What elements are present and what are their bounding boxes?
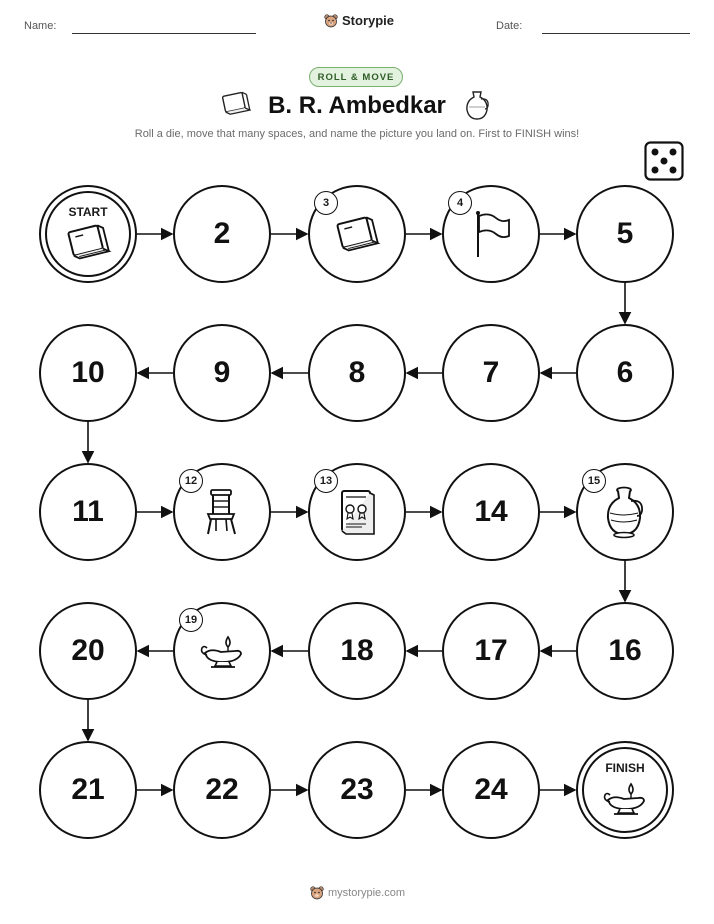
board-space-18[interactable]: [308, 602, 406, 700]
board-space-3[interactable]: [308, 185, 406, 283]
space-number: 17: [474, 634, 508, 667]
space-number-badge: 3: [314, 191, 338, 215]
space-number: 14: [474, 495, 508, 528]
chair-icon: [202, 487, 242, 537]
instructions-text: Roll a die, move that many spaces, and name the picture you land on. First to FINISH wins!: [134, 128, 580, 140]
space-number: 7: [482, 356, 500, 389]
board-space-17[interactable]: [442, 602, 540, 700]
space-number: 9: [213, 356, 231, 389]
certificate-book-icon: [334, 487, 380, 537]
board-space-14[interactable]: [442, 463, 540, 561]
space-number: 5: [616, 217, 634, 250]
space-number: 6: [616, 356, 634, 389]
space-number: 16: [608, 634, 642, 667]
board-space-7[interactable]: [442, 324, 540, 422]
book-icon: [332, 211, 382, 257]
space-number: 8: [348, 356, 366, 389]
board-space-12[interactable]: [173, 463, 271, 561]
board-space-8[interactable]: [308, 324, 406, 422]
board-space-22[interactable]: [173, 741, 271, 839]
space-number-badge: 15: [582, 469, 606, 493]
footer: [310, 886, 405, 900]
jug-icon: [603, 485, 647, 539]
bear-mascot-icon: [310, 886, 324, 900]
name-label: Name:: [24, 20, 57, 32]
board-space-9[interactable]: [173, 324, 271, 422]
brand-name: Storypie: [342, 13, 395, 28]
oil-lamp-icon: [197, 631, 247, 671]
start-label: START: [68, 205, 108, 219]
space-number-badge: 4: [448, 191, 472, 215]
board-space-5[interactable]: [576, 185, 674, 283]
board-space-19[interactable]: [173, 602, 271, 700]
board-space-21[interactable]: [39, 741, 137, 839]
oil-lamp-icon: [600, 778, 650, 823]
board-space-20[interactable]: [39, 602, 137, 700]
space-number: 24: [474, 773, 508, 806]
space-number: 23: [340, 773, 374, 806]
board-space-2[interactable]: [173, 185, 271, 283]
space-number: 21: [71, 773, 105, 806]
board-space-16[interactable]: [576, 602, 674, 700]
flag-icon: [469, 209, 513, 259]
board-space-24[interactable]: [442, 741, 540, 839]
finish-space[interactable]: [576, 741, 674, 839]
space-number: 18: [340, 634, 374, 667]
board-space-4[interactable]: [442, 185, 540, 283]
board-space-11[interactable]: [39, 463, 137, 561]
finish-label: FINISH: [605, 761, 645, 775]
date-label: Date:: [496, 20, 523, 32]
space-number-badge: 19: [179, 608, 203, 632]
book-icon: [63, 219, 113, 270]
activity-badge: ROLL & MOVE: [309, 67, 403, 87]
board-space-23[interactable]: [308, 741, 406, 839]
footer-site: mystorypie.com: [328, 887, 406, 899]
space-number: 22: [205, 773, 239, 806]
board-space-13[interactable]: [308, 463, 406, 561]
board-space-10[interactable]: [39, 324, 137, 422]
board-space-6[interactable]: [576, 324, 674, 422]
board-space-15[interactable]: [576, 463, 674, 561]
space-number: 10: [71, 356, 105, 389]
space-number: 11: [72, 495, 104, 528]
space-number-badge: 13: [314, 469, 338, 493]
space-number-badge: 12: [179, 469, 203, 493]
space-number: 2: [213, 217, 231, 250]
space-number: 20: [71, 634, 105, 667]
page-title: B. R. Ambedkar: [268, 92, 446, 119]
start-space[interactable]: [39, 185, 137, 283]
